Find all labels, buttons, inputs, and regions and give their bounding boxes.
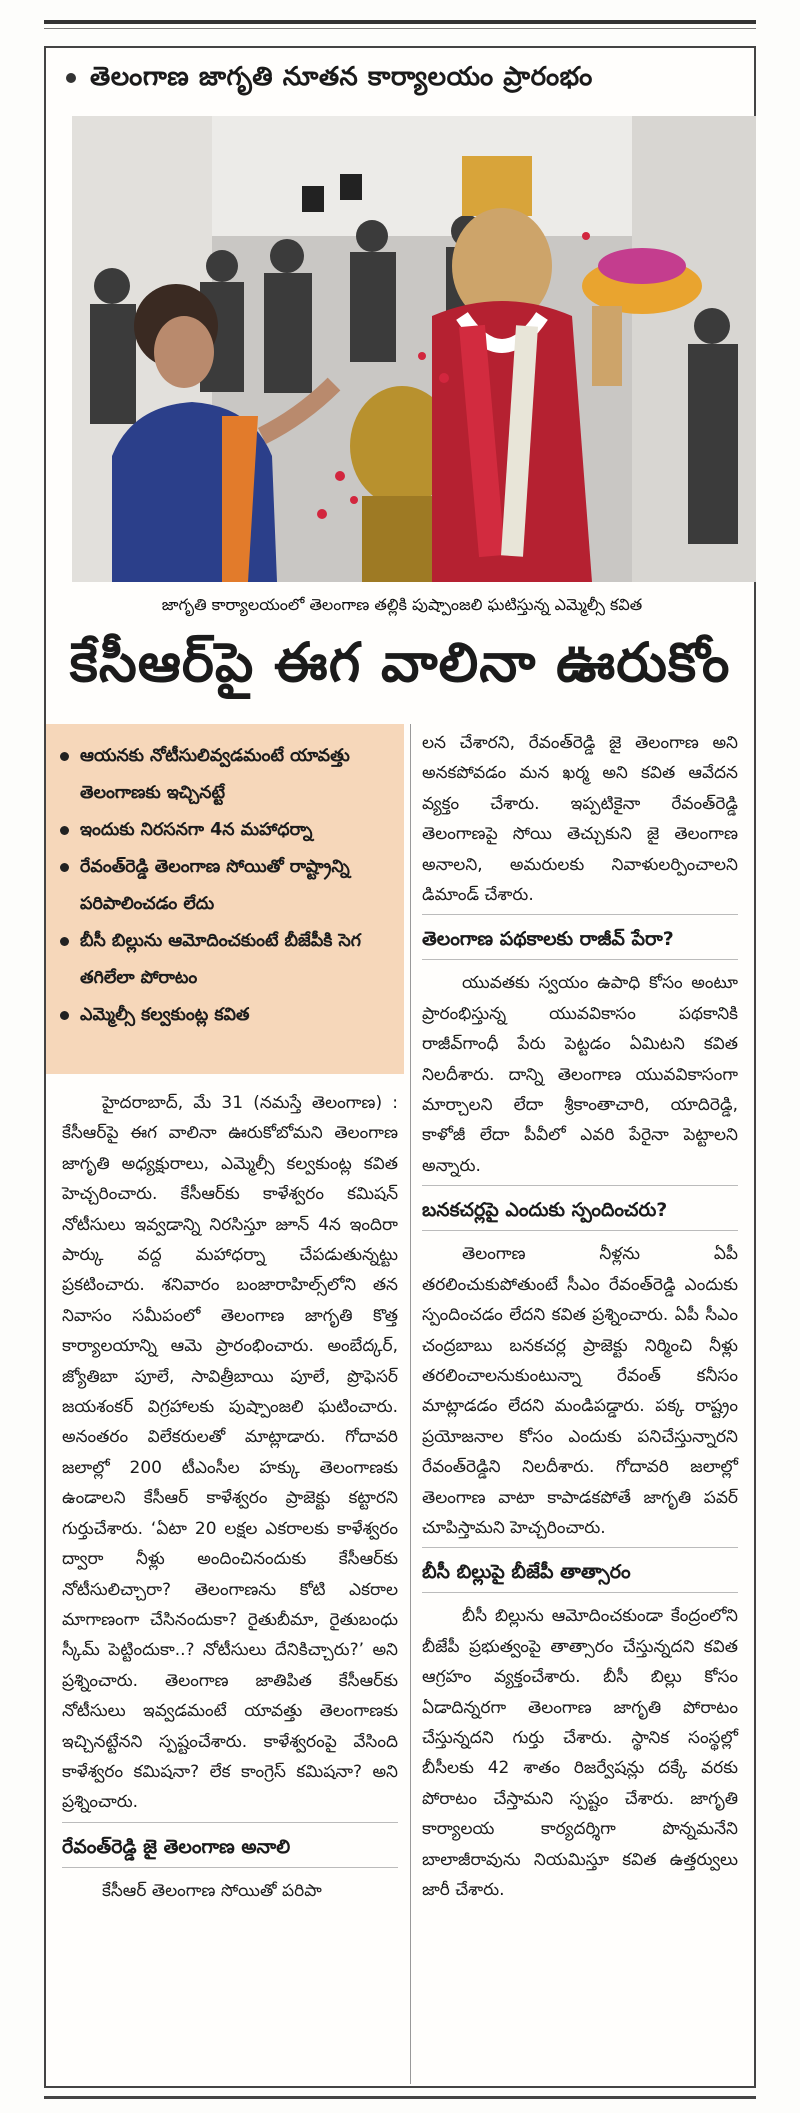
body-paragraph: బీసీ బిల్లును ఆమోదించకుండా కేంద్రంలోని బీజేపీ ప్రభుత్వంపై తాత్సారం చేస్తున్నదని కవిత ఆగ్రహం వ్యక్తంచేశారు. బీసీ బిల్లు కోసం ఏడాదిన్నరగా తెలంగాణ జాగృతి పోరాటం చేస్తున్నదని గుర్తు చేశారు. స్థానిక సంస్థల్లో బీసీలకు 42 శాతం రిజర్వేషన్లు దక్కే వరకు పోరాటం చేస్తామని స్పష్టం చేశారు. జాగృతి కార్యాలయ కార్యదర్శిగా పొన్నమనేని బాలాజీరావును నియమిస్తూ కవిత ఉత్తర్వులు జారీ చేశారు. [422,1606,738,1900]
bottom-rule [44,2096,756,2099]
body-paragraph: లన చేశారని, రేవంత్‌రెడ్డి జై తెలంగాణ అని అనకపోవడం మన ఖర్మ అని కవిత ఆవేదన వ్యక్తం చేశారు. ఇప్పటికైనా రేవంత్‌రెడ్డి తెలంగాణపై సోయి తెచ్చుకుని జై తెలంగాణ అనాలని, అమరులకు నివాళులర్పించాలని డిమాండ్ చేశారు. [422,733,738,906]
body-paragraph: యువతకు స్వయం ఉపాధి కోసం అంటూ ప్రారంభిస్తున్న యువవికాసం పథకానికి రాజీవ్‌గాంధీ పేరు పెట్టడం ఏమిటని కవిత నిలదీశారు. దాన్ని తెలంగాణ యువవికాసంగా మార్చాలని లేదా శ్రీకాంతాచారి, యాదిరెడ్డి, కాళోజీ లేదా పీవీలో ఎవరి పేరైనా పెట్టాలని అన్నారు. [422,973,738,1176]
photo-illustration [72,116,756,582]
subhead: రేవంత్‌రెడ్డి జై తెలంగాణ అనాలి [62,1835,291,1858]
bullet-icon [60,752,69,761]
body-paragraph: కేసీఆర్ తెలంగాణ సోయితో పరిపా [102,1880,322,1901]
body-paragraph: హైదరాబాద్, మే 31 (నమస్తే తెలంగాణ) : కేసీఆర్‌పై ఈగ వాలినా ఊరుకోబోమని తెలంగాణ జాగృతి అధ్యక్షురాలు, ఎమ్మెల్సీ కల్వకుంట్ల కవిత హెచ్చరించారు. కేసీఆర్‌కు కాళేశ్వరం కమిషన్ నోటీసులు ఇవ్వడాన్ని నిరసిస్తూ జూన్ 4న ఇందిరా పార్కు వద్ద మహాధర్నా చేపడుతున్నట్టు ప్రకటించారు. శనివారం బంజారాహిల్స్‌లోని తన నివాసం సమీపంలో తెలంగాణ జాగృతి కొత్త కార్యాలయాన్ని ఆమె ప్రారంభించారు. అంబేద్కర్, జ్యోతిబా పూలే, సావిత్రీబాయి పూలే, ప్రొఫెసర్ జయశంకర్ విగ్రహాలకు పుష్పాంజలి ఘటించారు. అనంతరం విలేకరులతో మాట్లాడారు. గోదావరి జలాల్లో 200 టీఎంసీల హక్కు తెలంగాణకు ఉండాలని కేసీఆర్ కాళేశ్వరం ప్రాజెక్టు కట్టారని గుర్తుచేశారు. ‘ఏటా 20 లక్షల ఎకరాలకు కాళేశ్వరం ద్వారా నీళ్లు అందించినందుకు కేసీఆర్‌కు నోటీసులిచ్చారా? తెలంగాణను కోటి ఎకరాల మాగాణంగా చేసినందుకా? రైతుబీమా, రైతుబంధు స్కీమ్ పెట్టిందుకా..? నోటీసులు దేనికిచ్చారు?’ అని ప్రశ్నించారు. తెలంగాణ జాతిపిత కేసీఆర్‌కు నోటీసులు ఇవ్వడమంటే యావత్తు తెలంగాణకు ఇచ్చినట్టేనని స్పష్టంచేశారు. కాళేశ్వరంపై వేసింది కాళేశ్వరం కమిషనా? లేక కాంగ్రెస్ కమిషనా? అని ప్రశ్నించారు. [62,1093,398,1813]
subhead-rule [422,1230,738,1231]
bullet-icon [60,826,69,835]
bullet-icon [60,863,69,872]
left-column [62,1088,398,1906]
body-paragraph: తెలంగాణ నీళ్లను ఏపీ తరలించుకుపోతుంటే సీఎం రేవంత్‌రెడ్డి ఎందుకు స్పందించడం లేదని కవిత ప్రశ్నించారు. ఏపీ సీఎం చంద్రబాబు బనకచర్ల ప్రాజెక్టు నిర్మించి నీళ్లు తరలించాలనుకుంటున్నా రేవంత్ కనీసం మాట్లాడడం లేదని మండిపడ్డారు. పక్క రాష్ట్రం ప్రయోజనాల కోసం ఎందుకు పనిచేస్తున్నారని రేవంత్‌రెడ్డిని నిలదీశారు. గోదావరి జలాల్లో తెలంగాణ వాటా కాపాడకపోతే జాగృతి పవర్ చూపిస్తామని హెచ్చరించారు. [422,1244,738,1538]
news-photo [72,116,756,582]
subhead-rule [62,1822,398,1823]
bullet-icon [60,1011,69,1020]
highlight-item: రేవంత్‌రెడ్డి తెలంగాణ సోయితో రాష్ట్రాన్ని పరిపాలించడం లేదు [56,849,396,923]
subhead-rule [422,1547,738,1548]
kicker [66,62,734,98]
headline: కేసీఆర్‌పై ఈగ వాలినా ఊరుకోం [69,630,731,694]
subhead: బనకచర్లపై ఎందుకు స్పందించరు? [422,1199,668,1222]
highlight-item: ఇందుకు నిరసనగా 4న మహాధర్నా [56,812,396,849]
top-rule [44,20,756,24]
subhead-rule [422,1592,738,1593]
subhead-rule [422,1185,738,1186]
highlight-item: బీసీ బిల్లును ఆమోదించకుంటే బీజేపీకి సెగ తగిలేలా పోరాటం [56,923,396,997]
subhead-rule [422,914,738,915]
article-frame [44,46,756,2088]
kicker-text: తెలంగాణ జాగృతి నూతన కార్యాలయం ప్రారంభం [90,62,593,92]
column-divider [410,724,411,2084]
highlights-box [46,724,404,1074]
bullet-icon [60,937,69,946]
subhead-rule [422,959,738,960]
subhead: తెలంగాణ పథకాలకు రాజీవ్ పేరా? [422,928,674,951]
highlight-item: ఆయనకు నోటీసులివ్వడమంటే యావత్తు తెలంగాణకు ఇచ్చినట్టే [56,738,396,812]
subhead: బీసీ బిల్లుపై బీజేపీ తాత్సారం [422,1561,631,1584]
highlight-item: ఎమ్మెల్సీ కల్వకుంట్ల కవిత [56,997,396,1034]
kicker-bullet-icon [66,73,76,83]
top-rule-thin [44,28,756,29]
photo-caption: జాగృతి కార్యాలయంలో తెలంగాణ తల్లికి పుష్పాంజలి ఘటిస్తున్న ఎమ్మెల్సీ కవిత [161,595,643,614]
right-column [422,728,738,1905]
subhead-rule [62,1867,398,1868]
